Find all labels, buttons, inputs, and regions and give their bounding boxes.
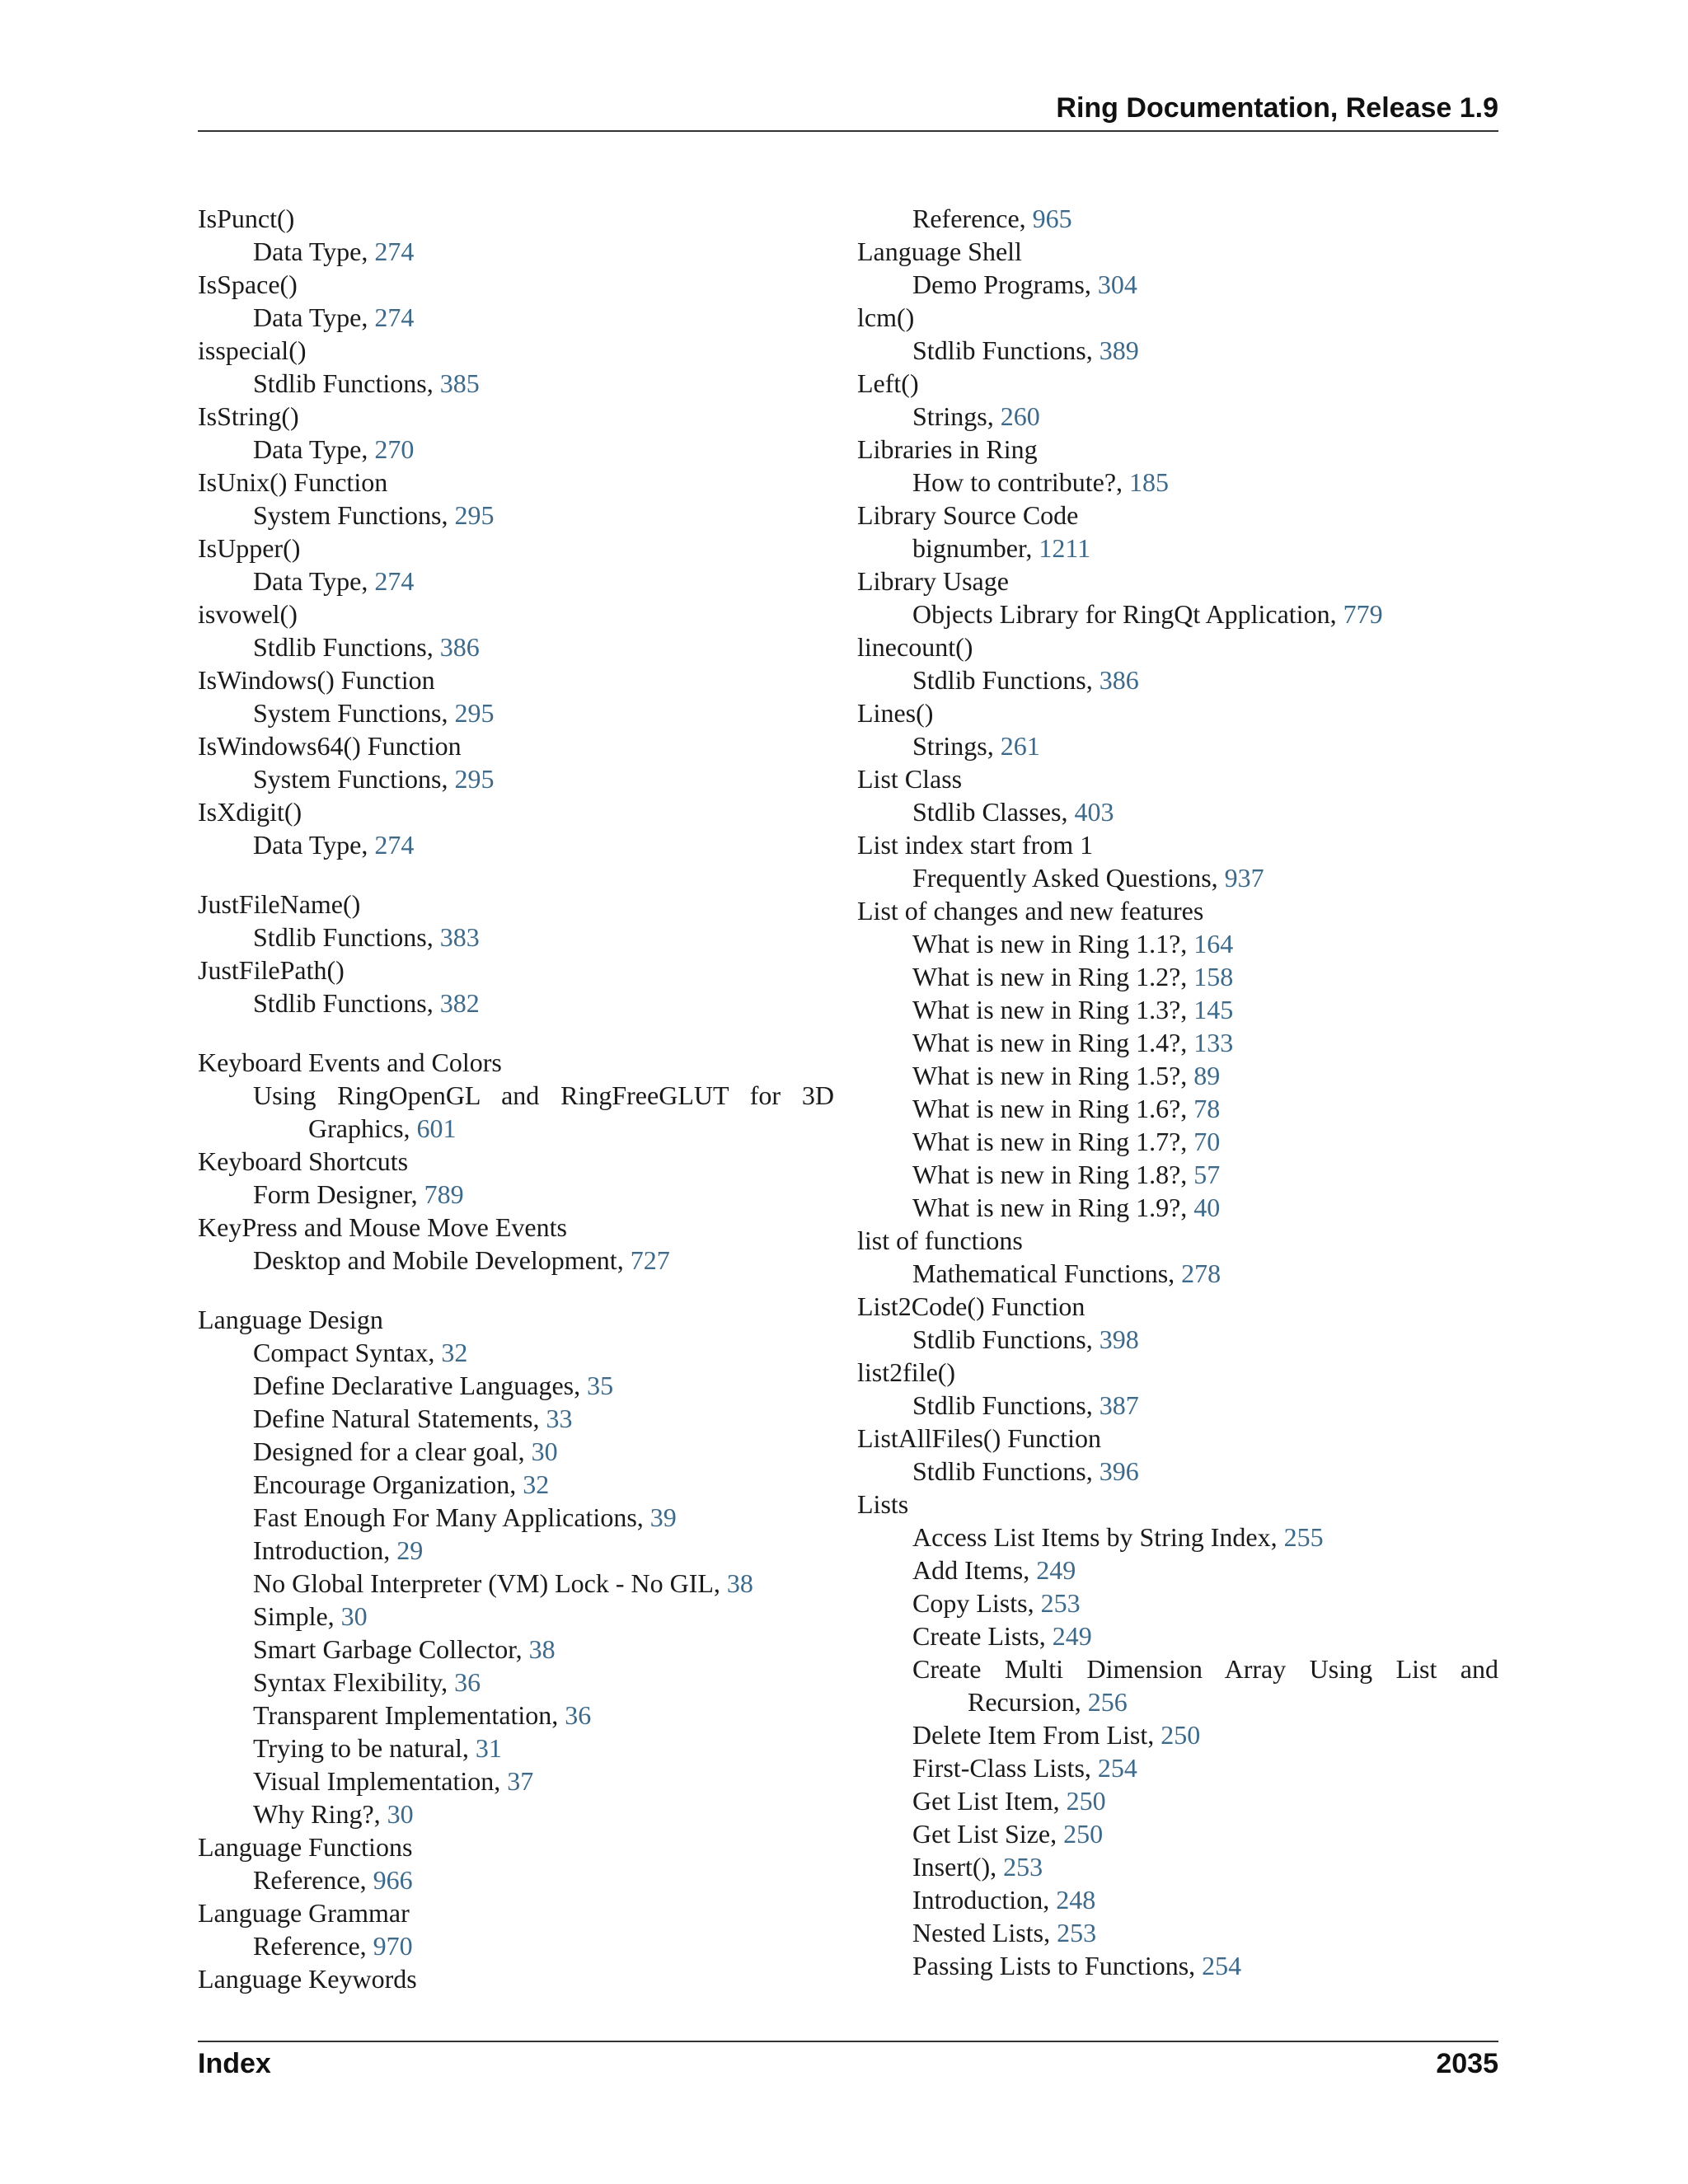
index-subentry xyxy=(198,921,834,954)
index-term: Library Source Code xyxy=(857,500,1079,530)
index-term: list of functions xyxy=(857,1226,1023,1255)
page-link[interactable]: 260 xyxy=(1000,401,1040,431)
index-subentry xyxy=(198,1633,834,1666)
index-term: Language Shell xyxy=(857,237,1022,266)
index-subentry xyxy=(198,1600,834,1633)
subentry-label: No Global Interpreter (VM) Lock - No GIL, xyxy=(253,1568,727,1598)
subentry-label: Reference, xyxy=(912,204,1033,233)
subentry-label: Define Natural Statements, xyxy=(253,1404,546,1433)
subentry-label: Create Lists, xyxy=(912,1621,1053,1651)
page-link[interactable]: 29 xyxy=(396,1535,424,1565)
page-link[interactable]: 250 xyxy=(1066,1786,1106,1816)
page-link[interactable]: 57 xyxy=(1193,1160,1221,1189)
page-link[interactable]: 965 xyxy=(1032,204,1072,233)
subentry-label: What is new in Ring 1.8?, xyxy=(912,1160,1194,1189)
index-term: Lists xyxy=(857,1489,909,1519)
index-column-right xyxy=(857,202,1498,1982)
letter-group-gap xyxy=(198,1019,834,1046)
index-subentry xyxy=(857,598,1498,630)
subentry-label: Stdlib Functions, xyxy=(912,1324,1100,1354)
index-subentry xyxy=(198,1765,834,1797)
index-subentry xyxy=(857,400,1498,433)
index-subentry xyxy=(857,1883,1498,1916)
index-subentry xyxy=(857,1191,1498,1224)
subentry-label: Mathematical Functions, xyxy=(912,1258,1182,1288)
subentry-label: Compact Syntax, xyxy=(253,1338,442,1367)
subentry-label: Stdlib Functions, xyxy=(253,922,440,952)
page-link[interactable]: 601 xyxy=(416,1113,457,1143)
footer-page-number: 2035 xyxy=(1436,2048,1498,2079)
index-term: lcm() xyxy=(857,302,915,332)
index-subentry xyxy=(857,795,1498,828)
subentry-label: Smart Garbage Collector, xyxy=(253,1634,529,1664)
index-subentry xyxy=(857,334,1498,367)
subentry-label: Stdlib Functions, xyxy=(253,368,440,398)
index-subentry xyxy=(198,1402,834,1435)
page-link[interactable]: 937 xyxy=(1224,863,1264,893)
index-subentry xyxy=(198,1244,834,1277)
index-subentry xyxy=(198,565,834,598)
page-link[interactable]: 185 xyxy=(1129,467,1170,497)
page-link[interactable]: 270 xyxy=(374,434,415,464)
index-subentry xyxy=(198,630,834,663)
page-link[interactable]: 31 xyxy=(475,1733,502,1763)
index-subentry xyxy=(198,1797,834,1830)
index-subentry xyxy=(198,828,834,861)
page-link[interactable]: 30 xyxy=(387,1799,414,1829)
subentry-label: System Functions, xyxy=(253,500,455,530)
index-subentry xyxy=(198,433,834,466)
page-link[interactable]: 387 xyxy=(1099,1390,1139,1420)
page-link[interactable]: 33 xyxy=(546,1404,573,1433)
subentry-label: Stdlib Functions, xyxy=(912,1456,1100,1486)
subentry-label: Define Declarative Languages, xyxy=(253,1371,588,1400)
index-subentry xyxy=(857,1323,1498,1356)
index-term: IsPunct() xyxy=(198,204,295,233)
subentry-label: Create Multi Dimension Array Using List and Recursion, xyxy=(912,1654,1498,1717)
index-subentry xyxy=(857,1850,1498,1883)
index-subentry xyxy=(857,1125,1498,1158)
subentry-label: First-Class Lists, xyxy=(912,1753,1098,1783)
index-subentry xyxy=(857,1158,1498,1191)
footer-rule xyxy=(198,2041,1498,2042)
index-subentry xyxy=(857,861,1498,894)
index-subentry xyxy=(198,367,834,400)
index-subentry xyxy=(857,1521,1498,1554)
page-link[interactable]: 385 xyxy=(439,368,480,398)
subentry-label: Add Items, xyxy=(912,1555,1037,1585)
subentry-label: Encourage Organization, xyxy=(253,1469,523,1499)
page-link[interactable]: 274 xyxy=(374,566,415,596)
index-subentry xyxy=(857,1784,1498,1817)
page-link[interactable]: 253 xyxy=(1057,1918,1097,1947)
index-subentry xyxy=(857,960,1498,993)
page-link[interactable]: 403 xyxy=(1074,797,1114,827)
subentry-label: What is new in Ring 1.5?, xyxy=(912,1061,1194,1090)
subentry-label: Introduction, xyxy=(912,1885,1057,1915)
page-link[interactable]: 38 xyxy=(528,1634,556,1664)
page-link[interactable]: 789 xyxy=(424,1179,464,1209)
index-subentry xyxy=(857,1455,1498,1488)
index-subentry xyxy=(857,1718,1498,1751)
page-link[interactable]: 89 xyxy=(1193,1061,1221,1090)
index-subentry xyxy=(198,1079,834,1145)
subentry-label: Data Type, xyxy=(253,237,375,266)
subentry-label: Passing Lists to Functions, xyxy=(912,1951,1203,1980)
page-link[interactable]: 145 xyxy=(1193,995,1234,1024)
index-subentry xyxy=(857,466,1498,499)
page-link[interactable]: 250 xyxy=(1063,1819,1104,1849)
page-header-title: Ring Documentation, Release 1.9 xyxy=(1056,92,1498,124)
subentry-label: Reference, xyxy=(253,1931,373,1961)
subentry-label: Transparent Implementation, xyxy=(253,1700,565,1730)
subentry-label: Access List Items by String Index, xyxy=(912,1522,1284,1552)
letter-group-gap xyxy=(198,1277,834,1303)
page-link[interactable]: 35 xyxy=(587,1371,614,1400)
subentry-label: What is new in Ring 1.1?, xyxy=(912,929,1194,958)
index-term: IsString() xyxy=(198,401,299,431)
index-subentry xyxy=(198,1666,834,1699)
index-subentry xyxy=(857,1554,1498,1586)
index-term: List of changes and new features xyxy=(857,896,1204,926)
index-subentry xyxy=(198,1929,834,1962)
page-link[interactable]: 78 xyxy=(1193,1094,1221,1123)
subentry-label: Syntax Flexibility, xyxy=(253,1667,455,1697)
index-column-left xyxy=(198,202,834,1995)
page-link[interactable]: 389 xyxy=(1099,335,1139,365)
index-term: Keyboard Events and Colors xyxy=(198,1047,502,1077)
subentry-label: Introduction, xyxy=(253,1535,397,1565)
index-term: IsWindows() Function xyxy=(198,665,435,695)
footer-section-label: Index xyxy=(198,2048,271,2079)
subentry-label: Data Type, xyxy=(253,302,375,332)
index-subentry xyxy=(857,1059,1498,1092)
page-link[interactable]: 38 xyxy=(726,1568,753,1598)
index-term: Keyboard Shortcuts xyxy=(198,1146,409,1176)
subentry-label: System Functions, xyxy=(253,764,455,794)
page-link[interactable]: 249 xyxy=(1036,1555,1076,1585)
subentry-label: Stdlib Functions, xyxy=(253,988,440,1018)
subentry-label: Frequently Asked Questions, xyxy=(912,863,1225,893)
subentry-label: Reference, xyxy=(253,1865,373,1895)
subentry-label: What is new in Ring 1.9?, xyxy=(912,1193,1194,1222)
index-subentry xyxy=(198,696,834,729)
index-term: Language Grammar xyxy=(198,1898,410,1928)
index-subentry xyxy=(198,1567,834,1600)
index-term: IsSpace() xyxy=(198,269,298,299)
page-link[interactable]: 727 xyxy=(630,1245,670,1275)
index-subentry xyxy=(198,1435,834,1468)
page-link[interactable]: 36 xyxy=(454,1667,481,1697)
page-link[interactable]: 386 xyxy=(439,632,480,662)
subentry-label: What is new in Ring 1.6?, xyxy=(912,1094,1194,1123)
index-subentry xyxy=(198,1178,834,1211)
subentry-label: Strings, xyxy=(912,401,1001,431)
index-term: JustFileName() xyxy=(198,889,361,919)
index-term: IsUpper() xyxy=(198,533,301,563)
index-subentry xyxy=(857,1389,1498,1422)
subentry-label: What is new in Ring 1.4?, xyxy=(912,1028,1194,1057)
subentry-label: Stdlib Functions, xyxy=(912,665,1100,695)
subentry-label: Simple, xyxy=(253,1601,341,1631)
subentry-label: What is new in Ring 1.3?, xyxy=(912,995,1194,1024)
page-link[interactable]: 164 xyxy=(1193,929,1234,958)
subentry-label: bignumber, xyxy=(912,533,1039,563)
index-term: isspecial() xyxy=(198,335,307,365)
index-subentry xyxy=(857,1916,1498,1949)
index-subentry xyxy=(198,1369,834,1402)
subentry-label: Data Type, xyxy=(253,566,375,596)
index-term: Language Keywords xyxy=(198,1964,417,1994)
page-link[interactable]: 248 xyxy=(1056,1885,1096,1915)
subentry-label: Stdlib Classes, xyxy=(912,797,1075,827)
subentry-label: Get List Item, xyxy=(912,1786,1067,1816)
page-link[interactable]: 779 xyxy=(1343,599,1383,629)
subentry-label: Designed for a clear goal, xyxy=(253,1436,532,1466)
page-link[interactable]: 386 xyxy=(1099,665,1139,695)
index-term: Language Design xyxy=(198,1305,383,1334)
index-subentry xyxy=(198,1468,834,1501)
index-term: Lines() xyxy=(857,698,934,728)
index-term: linecount() xyxy=(857,632,973,662)
index-subentry xyxy=(857,927,1498,960)
page-link[interactable]: 398 xyxy=(1099,1324,1139,1354)
index-subentry xyxy=(198,301,834,334)
page-link[interactable]: 295 xyxy=(454,698,495,728)
index-term: IsWindows64() Function xyxy=(198,731,462,761)
page-link[interactable]: 396 xyxy=(1099,1456,1139,1486)
page-link[interactable]: 37 xyxy=(507,1766,534,1796)
index-subentry xyxy=(857,993,1498,1026)
index-subentry xyxy=(857,1949,1498,1982)
page-link[interactable]: 39 xyxy=(649,1502,677,1532)
subentry-label: Objects Library for RingQt Application, xyxy=(912,599,1343,629)
subentry-label: Stdlib Functions, xyxy=(912,335,1100,365)
page-link[interactable]: 30 xyxy=(340,1601,368,1631)
subentry-label: Trying to be natural, xyxy=(253,1733,476,1763)
subentry-label: Data Type, xyxy=(253,434,375,464)
index-term: ListAllFiles() Function xyxy=(857,1423,1101,1453)
index-subentry xyxy=(857,1751,1498,1784)
index-subentry xyxy=(857,1586,1498,1619)
page-link[interactable]: 158 xyxy=(1193,962,1234,991)
index-subentry xyxy=(198,1501,834,1534)
index-term: List2Code() Function xyxy=(857,1291,1085,1321)
subentry-label: Form Designer, xyxy=(253,1179,424,1209)
page-link[interactable]: 249 xyxy=(1052,1621,1092,1651)
index-subentry xyxy=(857,1026,1498,1059)
page-link[interactable]: 40 xyxy=(1193,1193,1221,1222)
index-term: IsUnix() Function xyxy=(198,467,388,497)
subentry-label: How to contribute?, xyxy=(912,467,1130,497)
index-term: Libraries in Ring xyxy=(857,434,1038,464)
subentry-label: Get List Size, xyxy=(912,1819,1064,1849)
index-subentry xyxy=(857,1092,1498,1125)
index-term: Language Functions xyxy=(198,1832,413,1862)
page-link[interactable]: 383 xyxy=(439,922,480,952)
index-term: isvowel() xyxy=(198,599,298,629)
index-subentry xyxy=(857,1257,1498,1290)
index-term: JustFilePath() xyxy=(198,955,345,985)
page-link[interactable]: 255 xyxy=(1283,1522,1324,1552)
letter-group-gap xyxy=(198,861,834,888)
index-subentry xyxy=(198,1699,834,1732)
index-term: List index start from 1 xyxy=(857,830,1094,860)
index-subentry xyxy=(198,235,834,268)
subentry-label: Visual Implementation, xyxy=(253,1766,508,1796)
index-subentry xyxy=(857,1652,1498,1718)
page-link[interactable]: 32 xyxy=(523,1469,550,1499)
page-link[interactable]: 254 xyxy=(1097,1753,1137,1783)
index-term: list2file() xyxy=(857,1357,956,1387)
page-link[interactable]: 966 xyxy=(373,1865,413,1895)
subentry-label: Desktop and Mobile Development, xyxy=(253,1245,631,1275)
page-link[interactable]: 970 xyxy=(373,1931,413,1961)
subentry-label: What is new in Ring 1.2?, xyxy=(912,962,1194,991)
page-link[interactable]: 30 xyxy=(531,1436,558,1466)
page-link[interactable]: 274 xyxy=(374,302,415,332)
index-subentry xyxy=(857,1619,1498,1652)
subentry-label: Copy Lists, xyxy=(912,1588,1041,1618)
index-term: KeyPress and Mouse Move Events xyxy=(198,1212,567,1242)
index-subentry xyxy=(198,1732,834,1765)
page-link[interactable]: 32 xyxy=(441,1338,468,1367)
page-link[interactable]: 133 xyxy=(1193,1028,1234,1057)
subentry-label: Delete Item From List, xyxy=(912,1720,1161,1750)
subentry-label: System Functions, xyxy=(253,698,455,728)
subentry-label: Stdlib Functions, xyxy=(912,1390,1100,1420)
subentry-label: Fast Enough For Many Applications, xyxy=(253,1502,650,1532)
subentry-label: Demo Programs, xyxy=(912,269,1098,299)
subentry-label: What is new in Ring 1.7?, xyxy=(912,1127,1194,1156)
subentry-label: Nested Lists, xyxy=(912,1918,1057,1947)
page-link[interactable]: 274 xyxy=(374,237,415,266)
subentry-label: Data Type, xyxy=(253,830,375,860)
page-link[interactable]: 250 xyxy=(1160,1720,1201,1750)
index-term: Left() xyxy=(857,368,919,398)
subentry-label: Using RingOpenGL and RingFreeGLUT for 3D Graphics, xyxy=(253,1080,834,1143)
page-link[interactable]: 254 xyxy=(1202,1951,1242,1980)
subentry-label: Stdlib Functions, xyxy=(253,632,440,662)
index-subentry xyxy=(198,1863,834,1896)
page-link[interactable]: 382 xyxy=(439,988,480,1018)
index-subentry xyxy=(198,499,834,532)
page-link[interactable]: 253 xyxy=(1040,1588,1081,1618)
index-term: List Class xyxy=(857,764,963,794)
page-link[interactable]: 261 xyxy=(1000,731,1040,761)
subentry-label: Why Ring?, xyxy=(253,1799,387,1829)
index-subentry xyxy=(198,987,834,1019)
page-link[interactable]: 253 xyxy=(1003,1852,1043,1882)
subentry-label: Strings, xyxy=(912,731,1001,761)
page-link[interactable]: 70 xyxy=(1193,1127,1221,1156)
page-link[interactable]: 36 xyxy=(565,1700,592,1730)
page-link[interactable]: 256 xyxy=(1087,1687,1128,1717)
index-subentry xyxy=(198,1534,834,1567)
page-link[interactable]: 304 xyxy=(1097,269,1137,299)
header-rule xyxy=(198,130,1498,132)
index-subentry xyxy=(857,268,1498,301)
index-subentry xyxy=(198,1336,834,1369)
page-link[interactable]: 274 xyxy=(374,830,415,860)
index-subentry xyxy=(857,202,1498,235)
page-link[interactable]: 295 xyxy=(454,500,495,530)
index-subentry xyxy=(857,1817,1498,1850)
page-link[interactable]: 1211 xyxy=(1039,533,1091,563)
page-link[interactable]: 295 xyxy=(454,764,495,794)
index-subentry xyxy=(857,729,1498,762)
index-subentry xyxy=(857,532,1498,565)
index-term: IsXdigit() xyxy=(198,797,302,827)
index-term: Library Usage xyxy=(857,566,1009,596)
index-subentry xyxy=(198,762,834,795)
page-link[interactable]: 278 xyxy=(1181,1258,1221,1288)
subentry-label: Insert(), xyxy=(912,1852,1004,1882)
index-subentry xyxy=(857,663,1498,696)
